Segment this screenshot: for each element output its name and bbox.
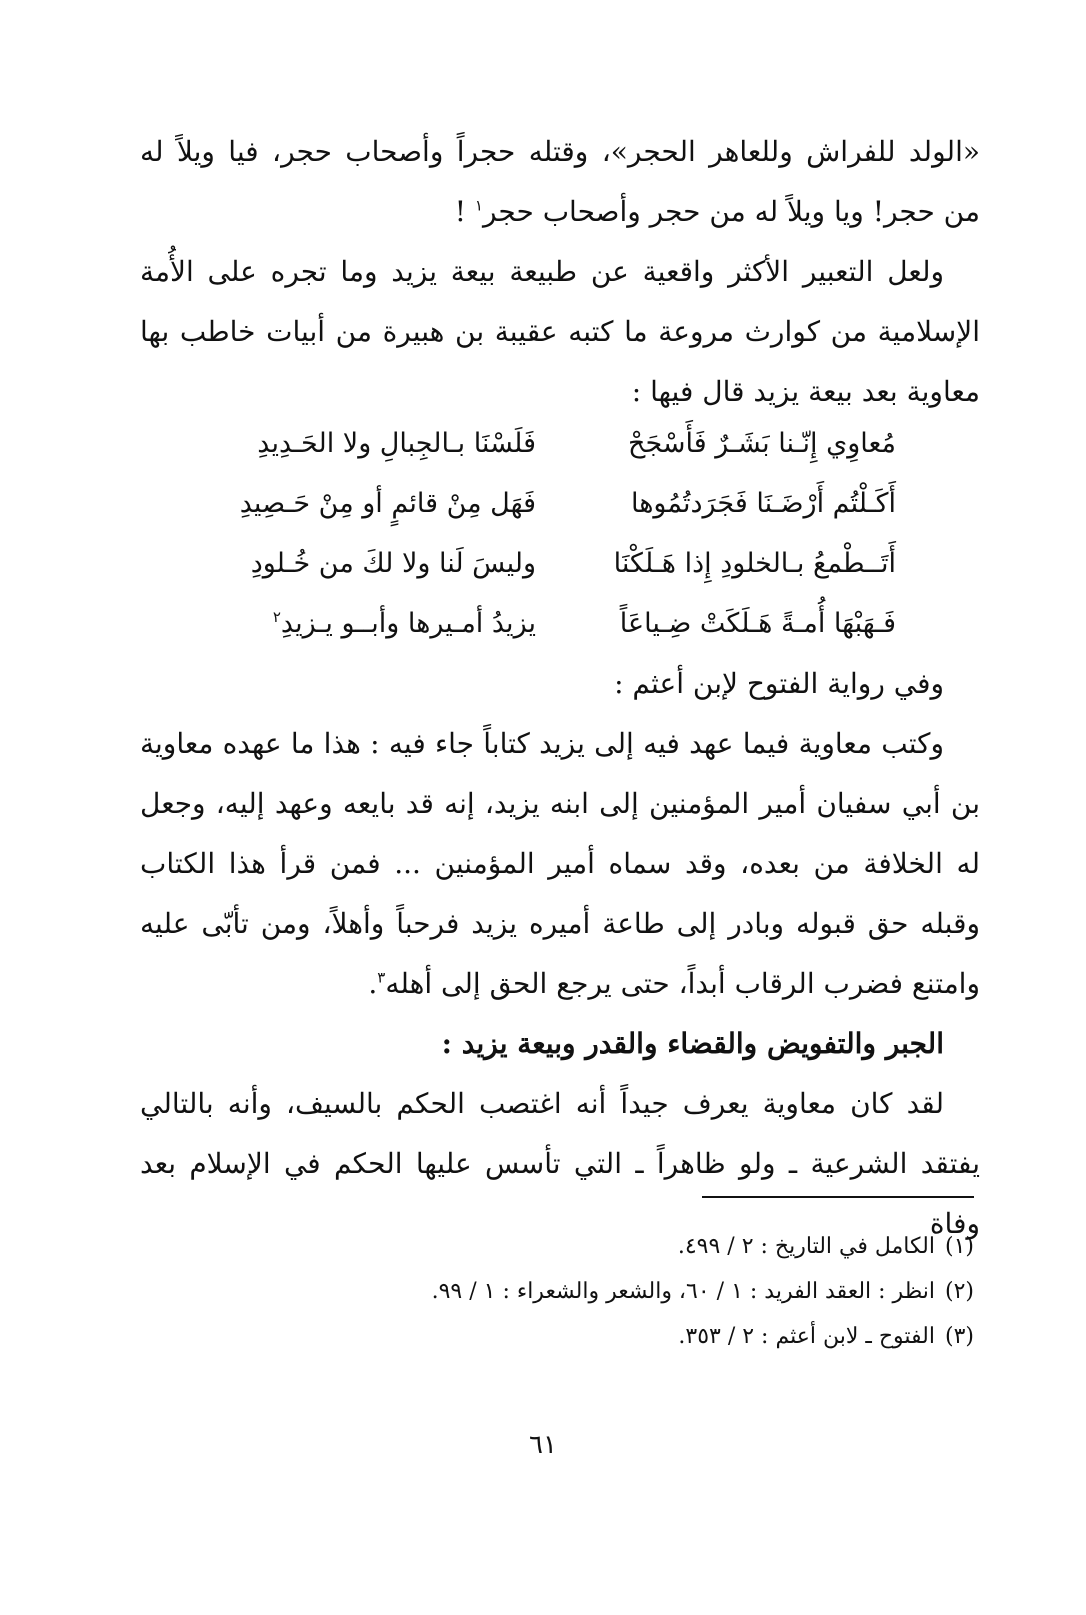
verse-second-hemistich: وليسَ لَنا ولا لكَ من خُـلودِ	[250, 548, 536, 579]
footnote-number: (١)	[944, 1234, 974, 1259]
footnote-text: الفتوح ـ لابن أعثم : ٢ / ٣٥٣.	[678, 1324, 935, 1349]
footnote-ref: ٣	[377, 968, 386, 987]
poem-verse	[236, 414, 896, 474]
footnote	[154, 1224, 974, 1269]
footnote	[154, 1314, 974, 1359]
poem-verse	[236, 594, 896, 654]
footnote-ref: ٢	[272, 608, 281, 626]
footnote-number: (٢)	[944, 1279, 974, 1304]
paragraph-text: وكتب معاوية فيما عهد فيه إلى يزيد كتاباً جاء فيه : هذا ما عهده معاوية بن أبي سفيان أمير المؤمنين إلى ابنه يزيد، إنه قد بايعه وعهد إليه، وجعل له الخلافة من بعده، وقد سماه أمير المؤمنين ... فمن قرأ هذا الكتاب وقبله حق قبوله وبادر إلى طاعة أميره يزيد فرحباً وأهلاً، ومن تأبّى عليه وامتنع فضرب الرقاب أبداً، حتى يرجع الحق إلى أهله	[140, 727, 980, 1000]
poem-verse	[236, 534, 896, 594]
page-number: ٦١	[529, 1430, 557, 1460]
section-heading: الجبر والتفويض والقضاء والقدر وبيعة يزيد :	[441, 1027, 944, 1060]
verse-first-hemistich: فَـهَبْهَا أُمـةً هَـلَكَتْ ضِـياعَاً	[619, 608, 896, 639]
footnote-text: الكامل في التاريخ : ٢ / ٤٩٩.	[677, 1234, 935, 1259]
footnote-ref: ١	[474, 196, 483, 215]
footnote-number: (٣)	[944, 1324, 974, 1349]
paragraph-end: !	[454, 195, 475, 228]
verse-first-hemistich: مُعاوِي إِنّـنا بَشَـرٌ فَأَسْجَحْ	[628, 428, 896, 459]
footnote-text: انظر : العقد الفريد : ١ / ٦٠، والشعر والشعراء : ١ / ٩٩.	[431, 1279, 935, 1304]
paragraph-futuh-intro: وفي رواية الفتوح لإبن أعثم :	[614, 667, 944, 700]
verse-second-hemistich-text: يزيدُ أمـيرها وأبــو يـزيدِ	[280, 608, 536, 639]
verse-second-hemistich: فَلَسْنَا بـالجِبالِ ولا الحَـدِيدِ	[257, 428, 536, 459]
poem	[236, 414, 896, 654]
verse-second-hemistich: فَهَل مِنْ قائمٍ أو مِنْ حَـصِيدِ	[239, 488, 536, 519]
footnote-divider	[702, 1196, 974, 1198]
footnotes	[154, 1224, 974, 1359]
paragraph-covenant	[140, 714, 980, 1014]
paragraph-legitimacy: لقد كان معاوية يعرف جيداً أنه اغتصب الحكم بالسيف، وأنه بالتالي يفتقد الشرعية ـ ولو ظاهراً ـ التي تأسس عليها الحكم في الإسلام بعد وفاة	[140, 1087, 980, 1240]
paragraph-intro-poem: ولعل التعبير الأكثر واقعية عن طبيعة بيعة يزيد وما تجره على الأُمة الإسلامية من كوارث مروعة ما كتبه عقيبة بن هبيرة من أبيات خاطب بها معاوية بعد بيعة يزيد قال فيها :	[140, 255, 980, 408]
paragraph-hujr	[140, 122, 980, 242]
footnote	[154, 1269, 974, 1314]
paragraph-end: .	[368, 967, 378, 1000]
verse-first-hemistich: أَكَـلْتُم أَرْضَـنَا فَجَرَدتُمُوها	[630, 488, 896, 519]
verse-first-hemistich: أَتَــطْمعُ بـالخلودِ إِذا هَـلَكْنَا	[613, 548, 896, 579]
paragraph-text: «الولد للفراش وللعاهر الحجر»، وقتله حجراً وأصحاب حجر، فيا ويلاً له من حجر! ويا ويلاً له من حجر وأصحاب حجر	[140, 135, 980, 228]
poem-verse	[236, 474, 896, 534]
verse-second-hemistich	[236, 594, 536, 654]
